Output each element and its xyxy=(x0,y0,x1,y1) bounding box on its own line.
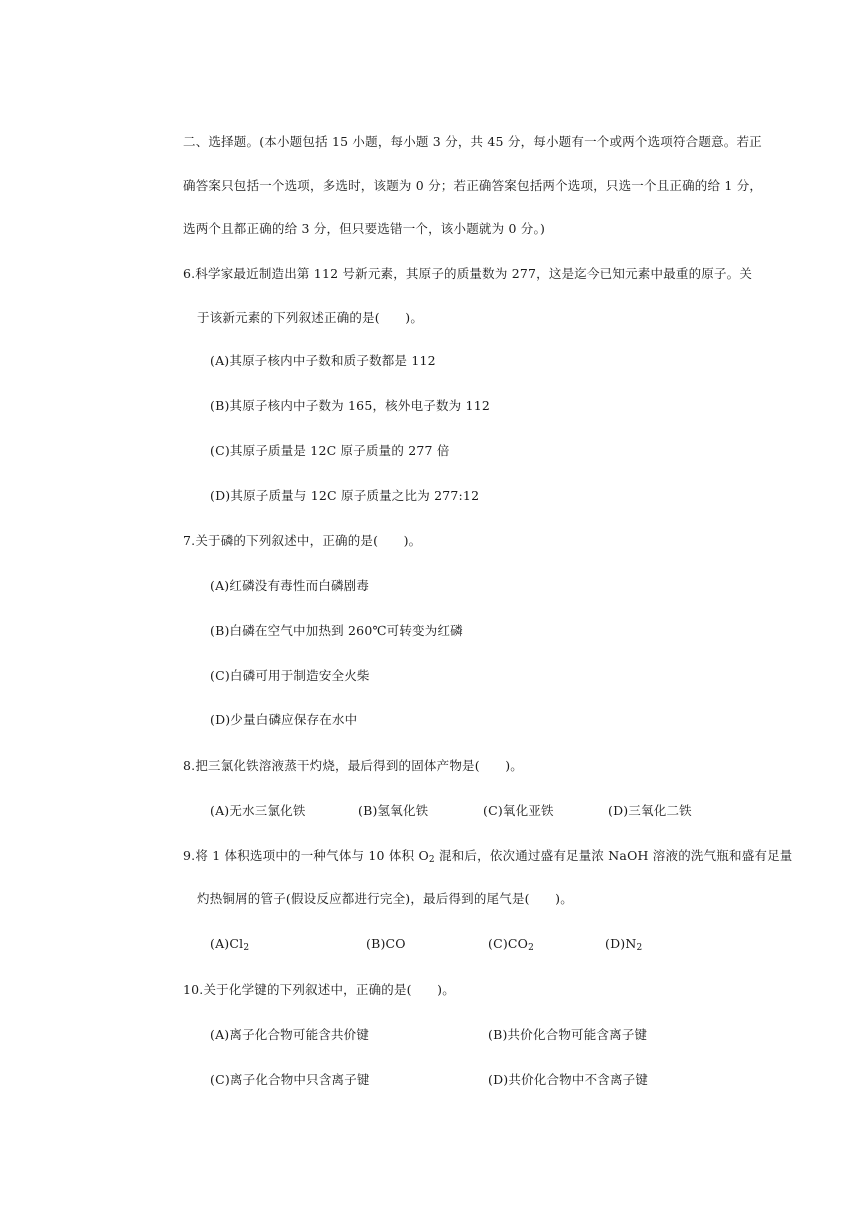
q10-option-b: (B)共价化合物可能含离子键 xyxy=(488,1027,648,1042)
q8-option-b: (B)氢氧化铁 xyxy=(358,803,429,818)
q10-stem: 10.关于化学键的下列叙述中，正确的是( )。 xyxy=(183,982,455,997)
q9-option-a-subscript: 2 xyxy=(243,943,250,953)
section-heading-line-2: 确答案只包括一个选项，多选时，该题为 0 分；若正确答案包括两个选项，只选一个且正确的给 1 分， xyxy=(183,178,763,193)
q8-option-c: (C)氧化亚铁 xyxy=(483,803,554,818)
q10-option-c: (C)离子化合物中只含离子键 xyxy=(210,1072,370,1087)
q9-stem-part-2: 混和后，依次通过盛有足量浓 NaOH 溶液的洗气瓶和盛有足量 xyxy=(434,848,793,863)
q8-option-d: (D)三氧化二铁 xyxy=(608,803,692,818)
q10-option-a: (A)离子化合物可能含共价键 xyxy=(210,1027,370,1042)
q6-option-b: (B)其原子核内中子数为 165，核外电子数为 112 xyxy=(210,398,491,413)
q9-option-a-text: (A)Cl xyxy=(210,936,244,951)
q8-stem: 8.把三氯化铁溶液蒸干灼烧，最后得到的固体产物是( )。 xyxy=(183,758,523,773)
q7-option-d: (D)少量白磷应保存在水中 xyxy=(210,712,358,727)
q6-option-d: (D)其原子质量与 12C 原子质量之比为 277:12 xyxy=(210,488,480,503)
q6-option-c: (C)其原子质量是 12C 原子质量的 277 倍 xyxy=(210,443,450,458)
q6-option-a: (A)其原子核内中子数和质子数都是 112 xyxy=(210,353,436,368)
q7-stem: 7.关于磷的下列叙述中，正确的是( )。 xyxy=(183,533,422,548)
q9-stem-line-2: 灼热铜屑的管子(假设反应都进行完全)，最后得到的尾气是( )。 xyxy=(197,891,573,906)
q9-option-d xyxy=(605,936,642,956)
q7-option-a: (A)红磷没有毒性而白磷剧毒 xyxy=(210,578,370,593)
q9-option-c-text: (C)CO xyxy=(488,936,529,951)
q7-option-b: (B)白磷在空气中加热到 260℃可转变为红磷 xyxy=(210,623,463,638)
q9-option-d-text: (D)N xyxy=(605,936,637,951)
q9-option-c-subscript: 2 xyxy=(528,943,535,953)
q9-stem-part-1: 9.将 1 体积选项中的一种气体与 10 体积 O xyxy=(183,848,429,863)
q10-option-d: (D)共价化合物中不含离子键 xyxy=(488,1072,649,1087)
q9-stem-subscript: 2 xyxy=(428,855,435,865)
q6-stem-line-1: 6.科学家最近制造出第 112 号新元素，其原子的质量数为 277，这是迄今已知元素中最重的原子。关 xyxy=(183,266,753,281)
q9-option-c xyxy=(488,936,534,956)
q9-option-a xyxy=(210,936,249,956)
section-heading-line-1: 二、选择题。(本小题包括 15 小题，每小题 3 分，共 45 分，每小题有一个或两个选项符合题意。若正 xyxy=(183,134,762,149)
q9-option-d-subscript: 2 xyxy=(636,943,643,953)
q6-stem-line-2: 于该新元素的下列叙述正确的是( )。 xyxy=(197,310,424,325)
section-heading-line-3: 选两个且都正确的给 3 分，但只要选错一个，该小题就为 0 分。) xyxy=(183,221,546,236)
q9-option-b: (B)CO xyxy=(366,936,406,951)
q9-stem-line-1 xyxy=(183,848,793,868)
q7-option-c: (C)白磷可用于制造安全火柴 xyxy=(210,668,370,683)
q8-option-a: (A)无水三氯化铁 xyxy=(210,803,306,818)
